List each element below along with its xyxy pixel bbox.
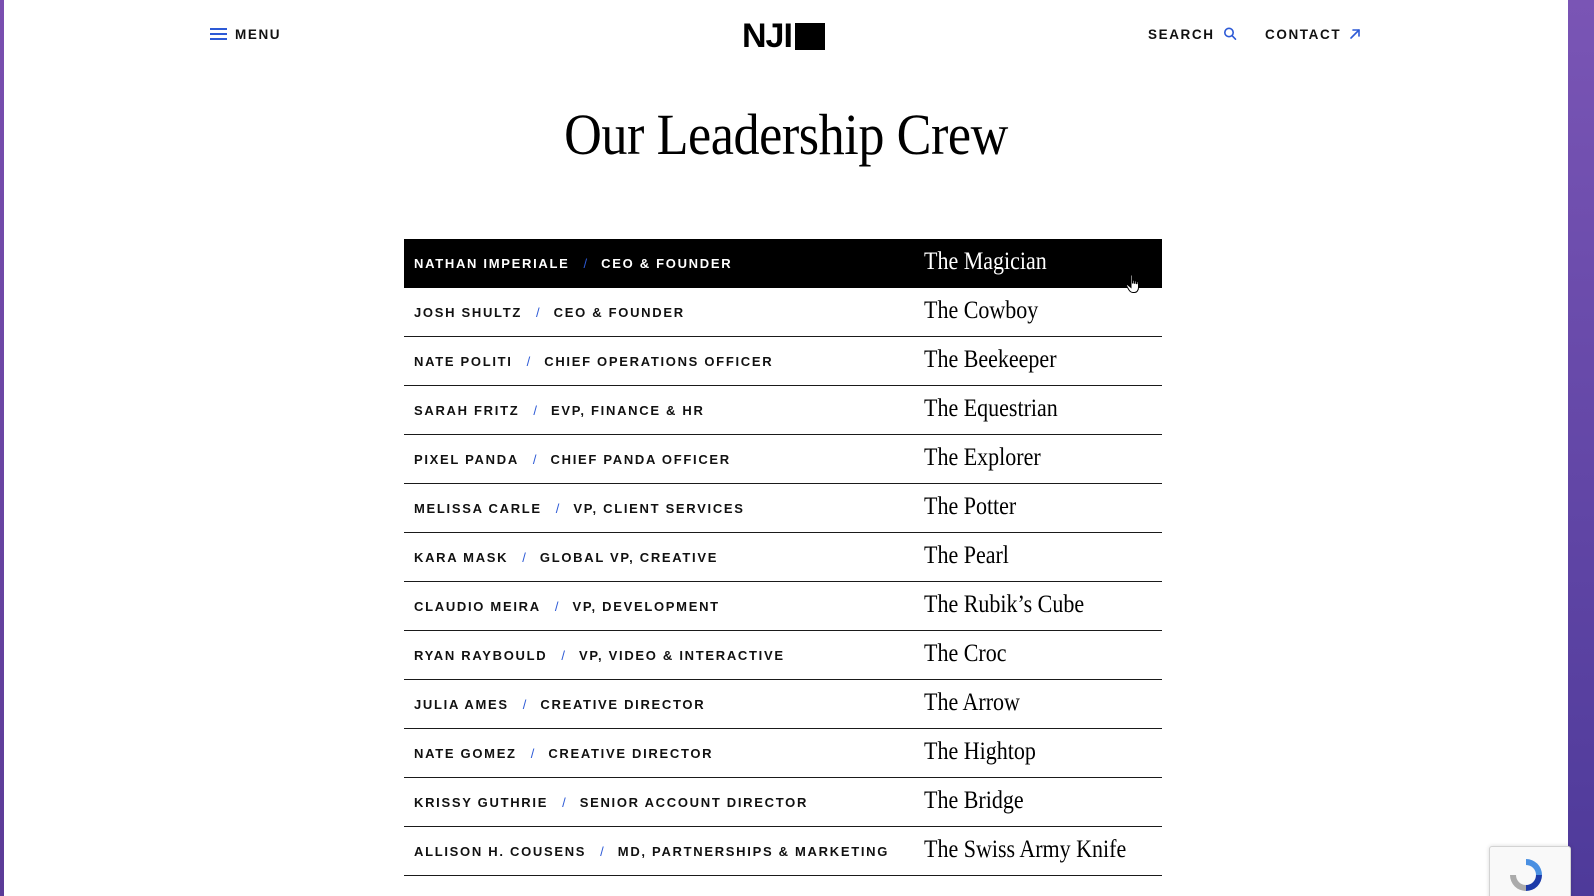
crew-nickname: The Potter	[924, 493, 1017, 520]
crew-person	[414, 484, 745, 532]
crew-row[interactable]	[404, 435, 1162, 484]
crew-row[interactable]	[404, 288, 1162, 337]
crew-nickname: The Hightop	[924, 738, 1036, 765]
crew-row[interactable]	[404, 337, 1162, 386]
crew-row[interactable]	[404, 533, 1162, 582]
separator-slash: /	[561, 647, 565, 663]
logo-text: NJI	[742, 17, 792, 55]
separator-slash: /	[532, 451, 537, 467]
page-title: Our Leadership Crew	[564, 102, 1008, 167]
page	[4, 0, 1568, 896]
crew-name: JULIA AMES	[414, 696, 509, 712]
crew-role: GLOBAL VP, CREATIVE	[539, 549, 719, 565]
crew-role: SENIOR ACCOUNT DIRECTOR	[579, 794, 809, 810]
crew-row[interactable]	[404, 484, 1162, 533]
contact-label: CONTACT	[1265, 26, 1342, 42]
separator-slash: /	[562, 794, 566, 810]
crew-role: CREATIVE DIRECTOR	[540, 696, 706, 712]
search-icon	[1223, 27, 1237, 41]
leadership-list	[404, 239, 1162, 876]
crew-role: VP, DEVELOPMENT	[572, 598, 720, 614]
search-button[interactable]	[1148, 24, 1237, 44]
crew-nickname: The Beekeeper	[924, 346, 1057, 373]
crew-role: CHIEF OPERATIONS OFFICER	[544, 353, 774, 369]
separator-slash: /	[533, 402, 537, 418]
menu-button[interactable]	[210, 24, 281, 44]
crew-role: CREATIVE DIRECTOR	[548, 745, 714, 761]
crew-role: MD, PARTNERSHIPS & MARKETING	[617, 843, 890, 859]
pointer-hand-icon	[1125, 274, 1143, 294]
crew-role: VP, CLIENT SERVICES	[573, 500, 745, 516]
separator-slash: /	[526, 353, 531, 369]
crew-name: NATHAN IMPERIALE	[414, 255, 570, 271]
crew-person	[414, 386, 705, 434]
crew-nickname: The Swiss Army Knife	[924, 836, 1127, 863]
crew-row[interactable]	[404, 631, 1162, 680]
window-frame-right	[1568, 0, 1594, 896]
crew-row[interactable]	[404, 827, 1162, 876]
crew-role: CEO & FOUNDER	[601, 255, 733, 271]
separator-slash: /	[600, 843, 604, 859]
crew-person	[414, 435, 731, 483]
crew-name: PIXEL PANDA	[414, 451, 519, 467]
crew-name: KRISSY GUTHRIE	[414, 794, 549, 810]
crew-row[interactable]	[404, 582, 1162, 631]
separator-slash: /	[554, 598, 559, 614]
crew-name: CLAUDIO MEIRA	[414, 598, 541, 614]
separator-slash: /	[522, 696, 527, 712]
crew-person	[414, 729, 713, 777]
hamburger-icon	[210, 27, 227, 41]
search-label: SEARCH	[1148, 26, 1215, 42]
crew-role: CHIEF PANDA OFFICER	[550, 451, 731, 467]
separator-slash: /	[583, 255, 588, 271]
crew-role: VP, VIDEO & INTERACTIVE	[578, 647, 785, 663]
logo[interactable]	[742, 18, 825, 54]
recaptcha-badge[interactable]	[1489, 846, 1571, 896]
crew-row[interactable]	[404, 239, 1162, 288]
separator-slash: /	[530, 745, 535, 761]
arrow-up-right-icon	[1349, 28, 1361, 40]
crew-person	[414, 337, 773, 385]
separator-slash: /	[536, 304, 540, 320]
crew-name: JOSH SHULTZ	[414, 304, 523, 320]
crew-person	[414, 631, 785, 679]
crew-name: MELISSA CARLE	[414, 500, 542, 516]
contact-button[interactable]	[1265, 24, 1361, 44]
crew-name: KARA MASK	[414, 549, 509, 565]
crew-person	[414, 827, 889, 875]
crew-nickname: The Rubik’s Cube	[924, 591, 1085, 618]
crew-row[interactable]	[404, 680, 1162, 729]
crew-nickname: The Equestrian	[924, 395, 1058, 422]
crew-row[interactable]	[404, 729, 1162, 778]
logo-square	[795, 23, 825, 50]
crew-person	[414, 288, 685, 336]
crew-name: NATE GOMEZ	[414, 745, 517, 761]
menu-label: MENU	[235, 26, 282, 42]
crew-person	[414, 680, 705, 728]
crew-person	[414, 582, 720, 630]
separator-slash: /	[522, 549, 526, 565]
crew-person	[414, 778, 808, 826]
crew-person	[414, 533, 718, 581]
crew-name: NATE POLITI	[414, 353, 513, 369]
crew-name: SARAH FRITZ	[414, 402, 520, 418]
crew-nickname: The Explorer	[924, 444, 1041, 471]
separator-slash: /	[555, 500, 560, 516]
crew-name: ALLISON H. COUSENS	[414, 843, 587, 859]
recaptcha-icon	[1506, 855, 1546, 895]
crew-name: RYAN RAYBOULD	[414, 647, 548, 663]
crew-nickname: The Pearl	[924, 542, 1009, 569]
crew-nickname: The Bridge	[924, 787, 1024, 814]
crew-role: CEO & FOUNDER	[553, 304, 685, 320]
crew-nickname: The Cowboy	[924, 297, 1039, 324]
crew-row[interactable]	[404, 778, 1162, 827]
crew-nickname: The Croc	[924, 640, 1007, 667]
crew-nickname: The Magician	[924, 248, 1047, 275]
crew-person	[414, 239, 732, 287]
crew-row[interactable]	[404, 386, 1162, 435]
crew-nickname: The Arrow	[924, 689, 1020, 716]
crew-role: EVP, FINANCE & HR	[550, 402, 705, 418]
